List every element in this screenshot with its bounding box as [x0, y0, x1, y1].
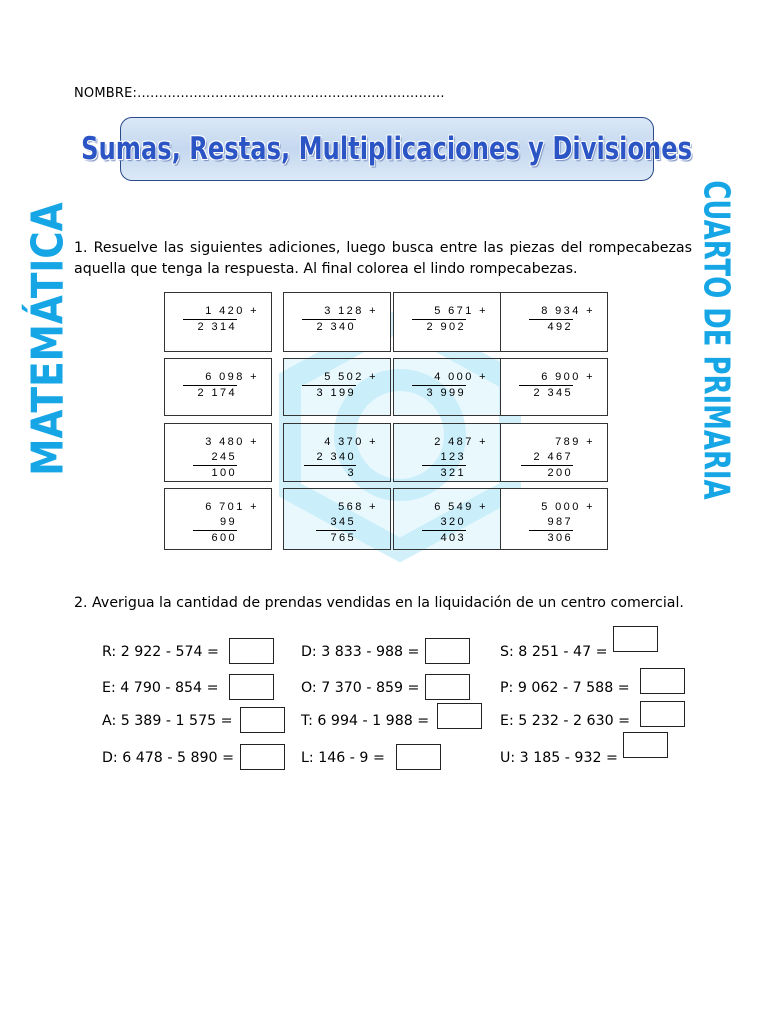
subtraction-equation	[500, 711, 630, 727]
addend-line: 987	[547, 516, 573, 528]
puzzle-piece[interactable]	[393, 488, 501, 550]
addend-line: 3 128 +	[324, 305, 378, 317]
side-label-right	[690, 179, 742, 500]
addend-line: 4 370 +	[324, 436, 378, 448]
puzzle-piece[interactable]	[283, 292, 391, 352]
subtraction-equation	[301, 678, 419, 694]
answer-box[interactable]	[437, 703, 482, 729]
puzzle-piece[interactable]	[500, 358, 608, 416]
addend-line: 320	[440, 516, 466, 528]
addend-line: 6 701 +	[205, 501, 259, 513]
equation-text: S: 8 251 - 47 =	[500, 644, 608, 660]
addend-line: 492	[529, 319, 573, 335]
addend-line: 123	[440, 451, 466, 463]
addend-line: 345	[330, 516, 356, 528]
answer-box[interactable]	[240, 744, 285, 770]
addend-line: 2 314	[183, 319, 237, 335]
name-field-label: NOMBRE:.......................................................................	[74, 86, 445, 101]
answer-box[interactable]	[613, 626, 658, 652]
addend-line: 2 902	[412, 319, 466, 335]
puzzle-piece[interactable]	[164, 292, 272, 352]
subtraction-equation	[500, 642, 608, 658]
puzzle-grid	[164, 290, 610, 550]
addend-line: 6 549 +	[434, 501, 488, 513]
answer-box[interactable]	[425, 674, 470, 700]
addend-line: 403	[422, 530, 466, 546]
answer-box[interactable]	[640, 668, 685, 694]
subtraction-equation	[500, 678, 630, 694]
addend-line: 6 900 +	[541, 371, 595, 383]
addend-line: 5 502 +	[324, 371, 378, 383]
addend-line: 789 +	[555, 436, 595, 448]
answer-box[interactable]	[396, 744, 441, 770]
addend-line: 99	[219, 516, 237, 528]
addend-line: 200	[521, 465, 573, 481]
puzzle-piece[interactable]	[500, 423, 608, 482]
addend-line: 100	[193, 465, 237, 481]
equation-text: P: 9 062 - 7 588 =	[500, 680, 630, 696]
puzzle-piece[interactable]	[283, 488, 391, 550]
equation-text: E: 5 232 - 2 630 =	[500, 713, 631, 729]
addend-line: 568 +	[338, 501, 378, 513]
addend-line: 600	[193, 530, 237, 546]
addend-line: 4 000 +	[434, 371, 488, 383]
puzzle-piece[interactable]	[283, 423, 391, 482]
equation-text: E: 4 790 - 854 =	[102, 680, 219, 696]
addend-line: 2 340	[316, 451, 356, 463]
title-banner	[81, 117, 693, 181]
addend-line: 8 934 +	[541, 305, 595, 317]
addend-line: 2 487 +	[434, 436, 488, 448]
subtraction-equation	[301, 711, 429, 727]
addend-line: 245	[211, 451, 237, 463]
addend-line: 321	[422, 465, 466, 481]
addend-line: 3	[304, 465, 356, 481]
subtraction-equation	[301, 642, 419, 658]
question-2-text: 2. Averigua la cantidad de prendas vendidas en la liquidación de un centro comercial.	[74, 595, 684, 611]
addend-line: 5 000 +	[541, 501, 595, 513]
addend-line: 3 480 +	[205, 436, 259, 448]
puzzle-piece[interactable]	[164, 423, 272, 482]
equation-text: D: 6 478 - 5 890 =	[102, 750, 234, 766]
grade-label: CUARTO DE PRIMARIA	[695, 179, 737, 500]
answer-box[interactable]	[229, 638, 274, 664]
addend-line: 1 420 +	[205, 305, 259, 317]
equation-text: L: 146 - 9 =	[301, 750, 385, 766]
addend-line: 765	[316, 530, 356, 546]
answer-box[interactable]	[623, 732, 668, 758]
subtraction-equation	[500, 748, 618, 764]
puzzle-piece[interactable]	[393, 423, 501, 482]
equation-text: D: 3 833 - 988 =	[301, 644, 420, 660]
addend-line: 6 098 +	[205, 371, 259, 383]
side-label-left	[18, 186, 78, 491]
puzzle-piece[interactable]	[164, 358, 272, 416]
answer-box[interactable]	[229, 674, 274, 700]
subtraction-equation	[102, 678, 219, 694]
subtraction-equation	[102, 748, 234, 764]
puzzle-piece[interactable]	[393, 292, 501, 352]
equation-text: U: 3 185 - 932 =	[500, 750, 618, 766]
answer-box[interactable]	[640, 701, 685, 727]
subtraction-equation	[102, 711, 233, 727]
equation-text: A: 5 389 - 1 575 =	[102, 713, 233, 729]
puzzle-piece[interactable]	[500, 292, 608, 352]
equation-text: T: 6 994 - 1 988 =	[301, 713, 430, 729]
addend-line: 2 174	[183, 385, 237, 401]
answer-box[interactable]	[425, 638, 470, 664]
answer-box[interactable]	[240, 707, 285, 733]
addend-line: 2 345	[519, 385, 573, 401]
addend-line: 3 199	[302, 385, 356, 401]
addend-line: 3 999	[412, 385, 466, 401]
puzzle-piece[interactable]	[393, 358, 501, 416]
puzzle-piece[interactable]	[283, 358, 391, 416]
puzzle-piece[interactable]	[164, 488, 272, 550]
addend-line: 306	[529, 530, 573, 546]
addend-line: 2 340	[302, 319, 356, 335]
question-1-text: 1. Resuelve las siguientes adiciones, luego busca entre las piezas del rompecabezas aquella que tenga la respuesta. Al final colorea el lindo rompecabezas.	[74, 240, 692, 277]
subtraction-equation	[102, 642, 219, 658]
page-title: Sumas, Restas, Multiplicaciones y Divisiones	[81, 131, 693, 167]
equation-text: O: 7 370 - 859 =	[301, 680, 420, 696]
addend-line: 5 671 +	[434, 305, 488, 317]
addend-line: 2 467	[533, 451, 573, 463]
equation-text: R: 2 922 - 574 =	[102, 644, 219, 660]
puzzle-piece[interactable]	[500, 488, 608, 550]
subtraction-equation	[301, 748, 385, 764]
subject-label: MATEMÁTICA	[22, 201, 74, 476]
